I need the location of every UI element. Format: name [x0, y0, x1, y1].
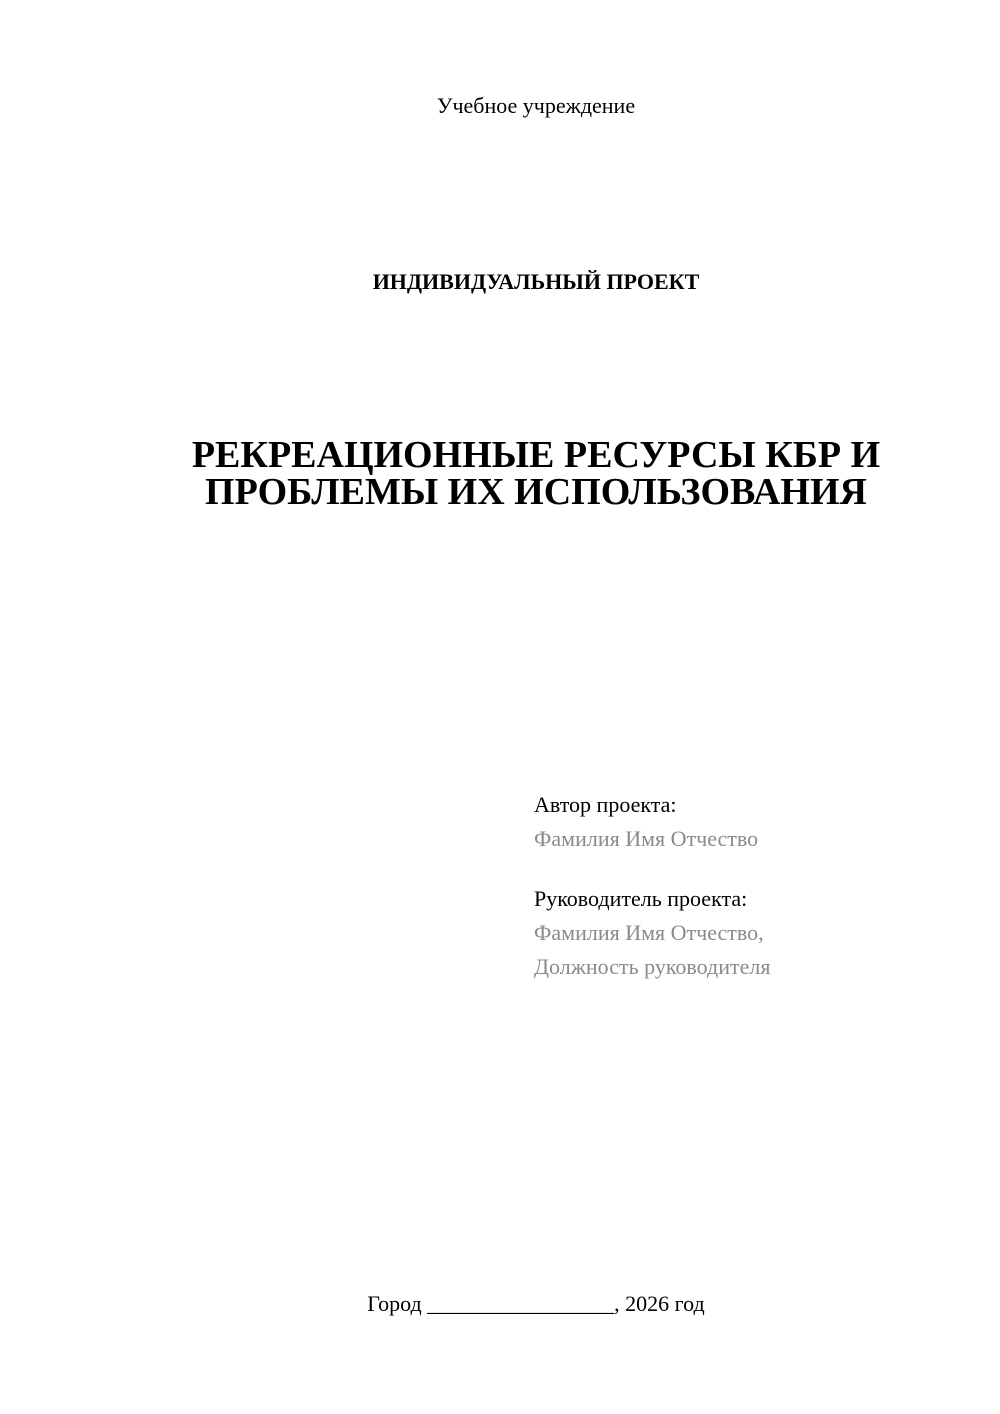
supervisor-label: Руководитель проекта: [534, 886, 748, 911]
credits-block [534, 788, 974, 984]
institution-name: Учебное учреждение [436, 93, 636, 118]
author-name: Фамилия Имя Отчество [534, 826, 759, 851]
project-title [0, 434, 1000, 513]
project-title-line-2: ПРОБЛЕМЫ ИХ ИСПОЛЬЗОВАНИЯ [205, 471, 867, 513]
supervisor-name: Фамилия Имя Отчество, [534, 920, 764, 945]
project-title-line-1: РЕКРЕАЦИОННЫЕ РЕСУРСЫ КБР И [191, 434, 881, 476]
city-year-footer: Город _________________, 2026 год [367, 1291, 705, 1316]
supervisor-position: Должность руководителя [534, 954, 771, 979]
project-type-heading: ИНДИВИДУАЛЬНЫЙ ПРОЕКТ [372, 269, 700, 294]
credits-spacer [534, 856, 974, 882]
author-label: Автор проекта: [534, 792, 677, 817]
